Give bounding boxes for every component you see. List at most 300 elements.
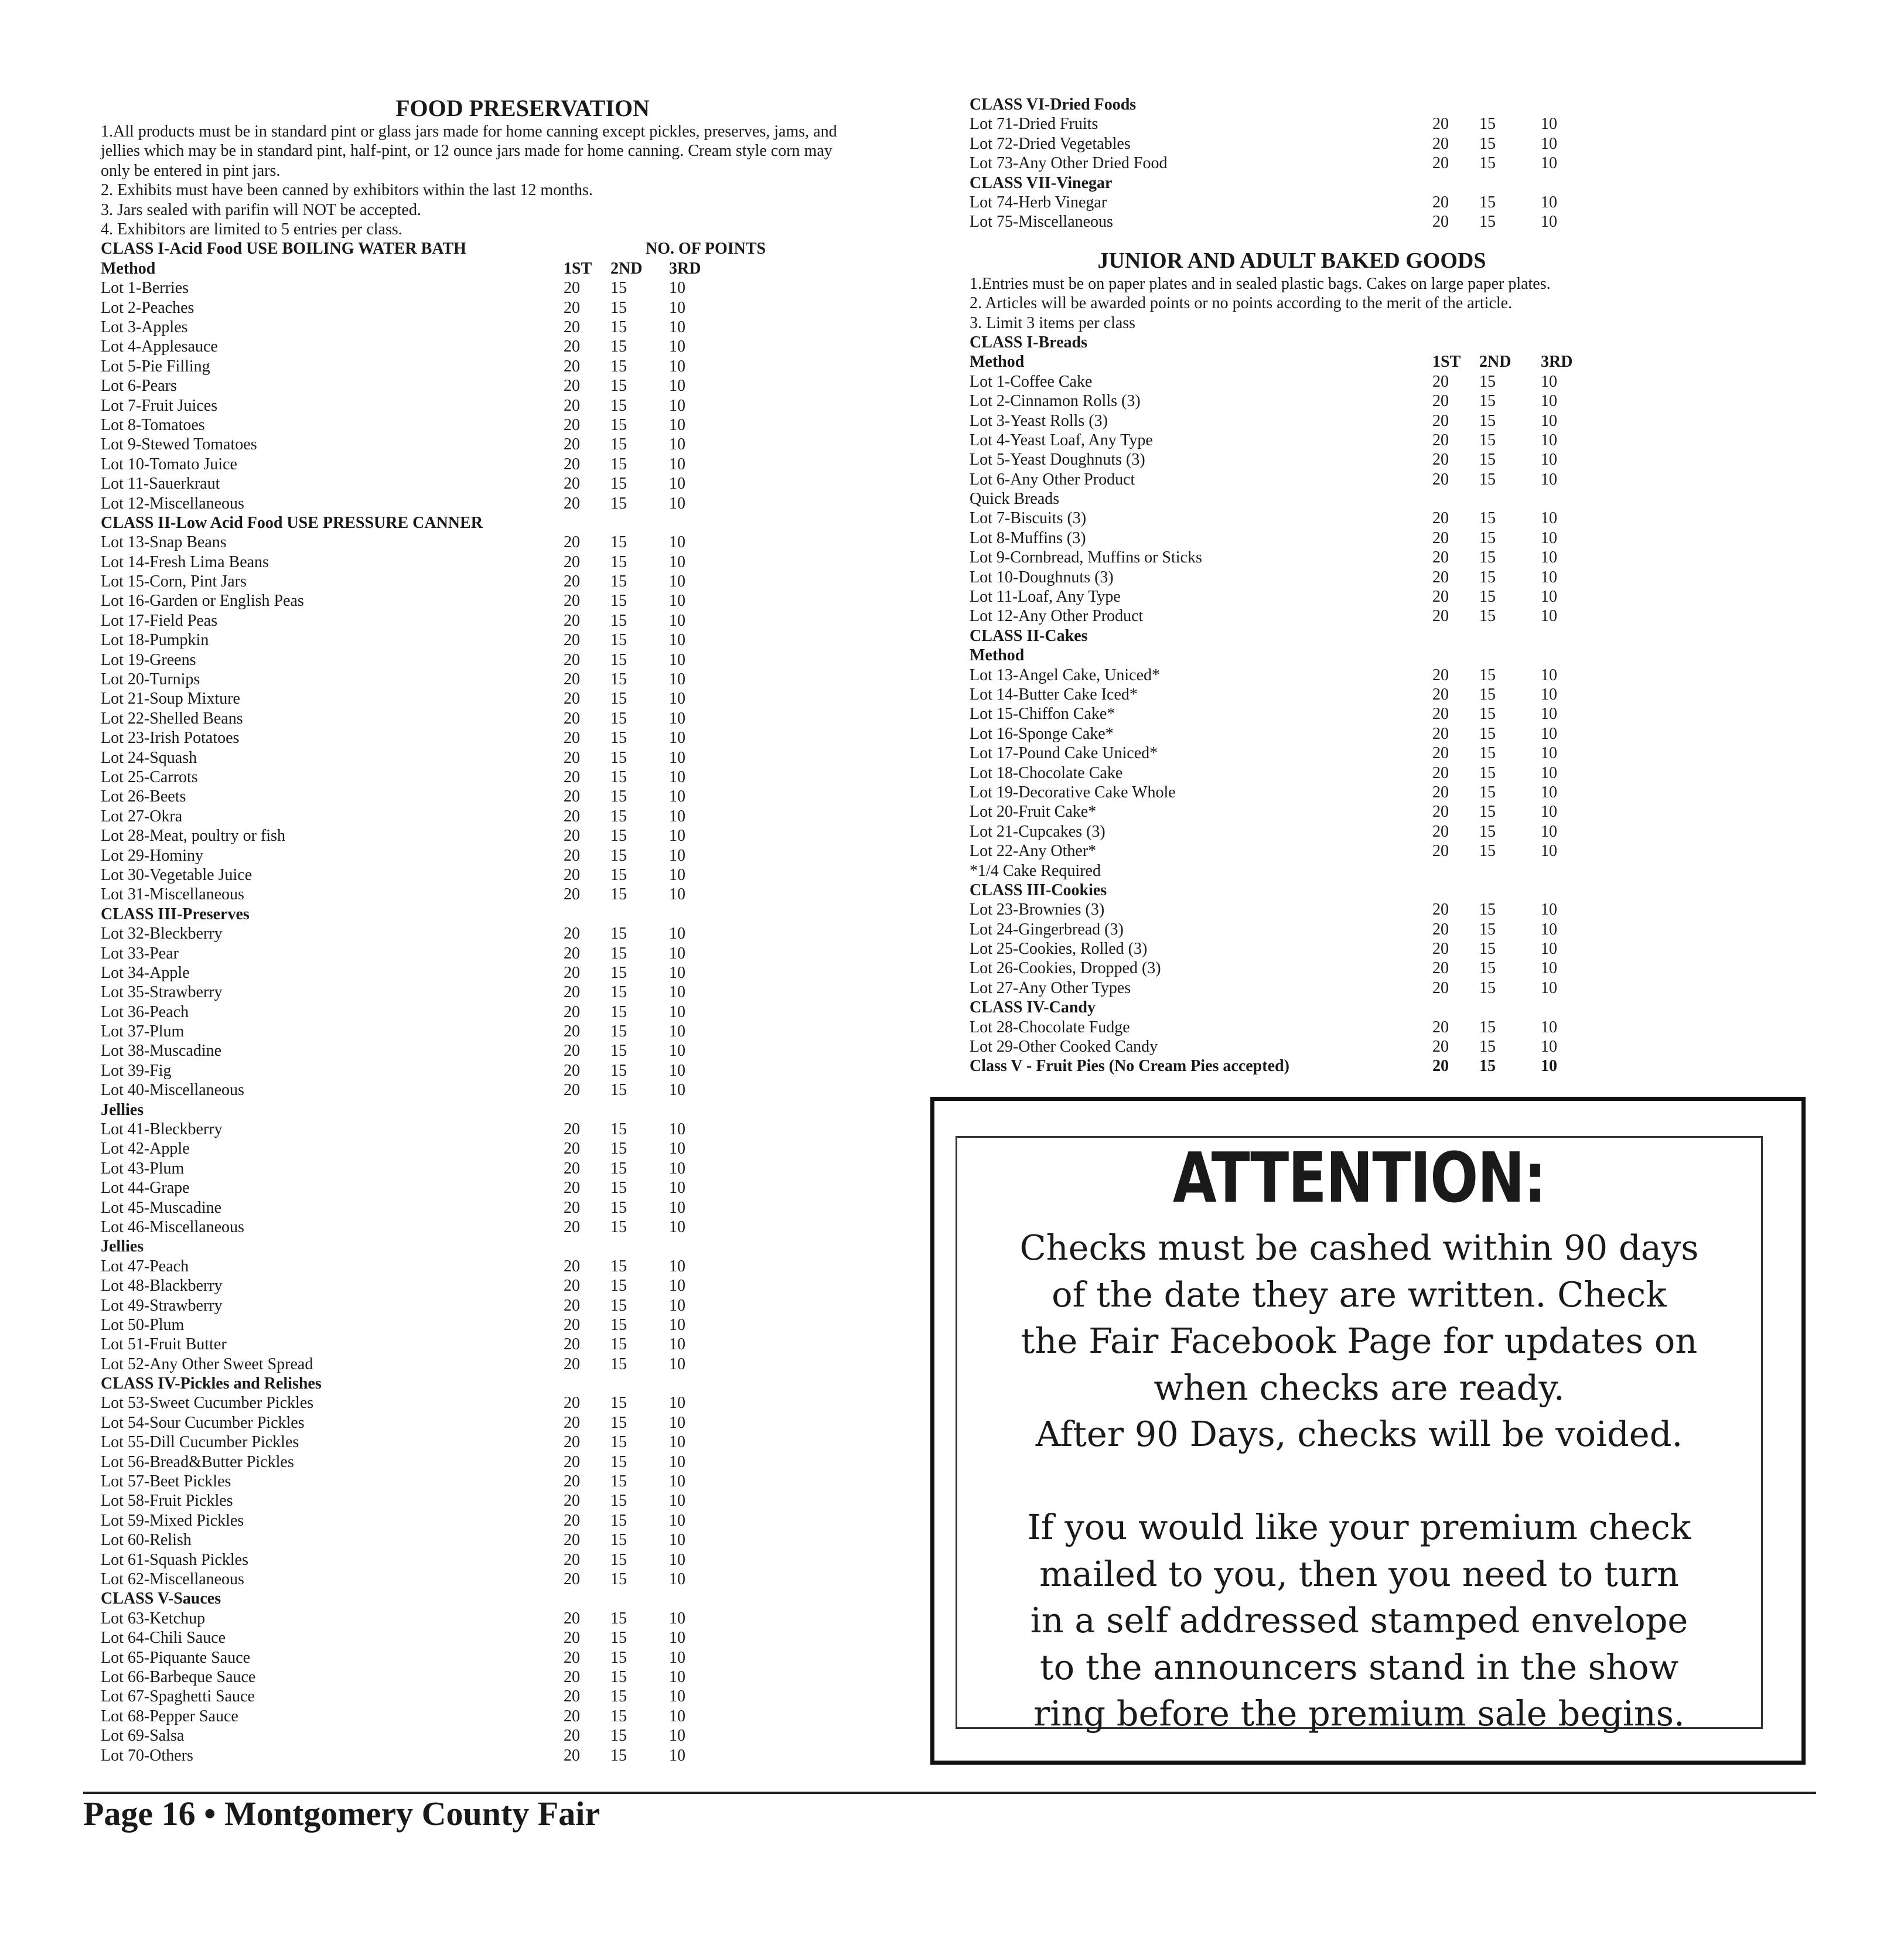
- lot-row: [101, 885, 921, 904]
- lot-row: [101, 572, 921, 591]
- lot-row: [970, 154, 1614, 173]
- second-place-points: 15: [1479, 744, 1496, 763]
- first-place-points: 20: [564, 1257, 580, 1275]
- attention-line: of the date they are written. Check: [1052, 1274, 1667, 1315]
- first-place-points: 20: [1432, 411, 1449, 430]
- lot-row: [101, 455, 921, 474]
- lot-row: [101, 630, 921, 650]
- second-place-points: 15: [610, 1433, 627, 1452]
- lot-name: Lot 29-Hominy: [101, 846, 203, 865]
- lot-name: Lot 55-Dill Cucumber Pickles: [101, 1433, 299, 1452]
- lot-name: Lot 65-Piquante Sauce: [101, 1648, 251, 1667]
- lot-name: Lot 36-Peach: [101, 1002, 189, 1021]
- rule-line: jellies which may be in standard pint, half-pint, or 12 ounce jars made for home canning. Cream style corn may: [101, 142, 832, 161]
- lot-row: [101, 944, 921, 963]
- second-place-points: 15: [1479, 451, 1496, 469]
- lot-row: [101, 1667, 921, 1687]
- second-place-points: 15: [610, 611, 627, 630]
- lot-name: Lot 24-Squash: [101, 748, 197, 767]
- first-place-points: 20: [1432, 1038, 1449, 1056]
- first-place-points: 20: [564, 1277, 580, 1295]
- second-place-points: 15: [610, 1629, 627, 1648]
- third-place-points: 10: [1541, 1038, 1557, 1056]
- lot-name: Lot 72-Dried Vegetables: [970, 134, 1131, 153]
- first-place-points: 20: [1432, 705, 1449, 724]
- lot-row: [970, 450, 1614, 469]
- lot-row: [101, 865, 921, 885]
- second-place-points: 15: [610, 846, 627, 865]
- second-place-points: 15: [610, 1140, 627, 1158]
- third-place-points: 10: [1541, 744, 1557, 763]
- lot-name: Lot 12-Miscellaneous: [101, 494, 244, 513]
- lot-name: Lot 11-Sauerkraut: [101, 475, 220, 493]
- first-place-points: 20: [564, 1296, 580, 1315]
- second-place-points: 15: [610, 279, 627, 298]
- third-place-points: 10: [669, 1335, 685, 1354]
- lot-name: Lot 37-Plum: [101, 1022, 185, 1041]
- lot-name: Lot 11-Loaf, Any Type: [970, 588, 1121, 606]
- lot-row: [101, 1452, 921, 1472]
- lot-name: Lot 18-Pumpkin: [101, 631, 209, 650]
- second-place-points: 15: [610, 1061, 627, 1080]
- lot-name: Lot 9-Cornbread, Muffins or Sticks: [970, 548, 1202, 567]
- lot-row: [101, 924, 921, 943]
- first-place-points: 20: [564, 690, 580, 708]
- lot-name: Lot 2-Cinnamon Rolls (3): [970, 392, 1141, 411]
- second-place-points: 15: [1479, 193, 1496, 212]
- lot-row: [970, 1037, 1614, 1056]
- second-place-points: 15: [610, 1667, 627, 1686]
- third-place-points: 10: [669, 768, 685, 786]
- lot-name: Lot 6-Pears: [101, 377, 177, 395]
- second-place-points: 15: [610, 865, 627, 884]
- lot-row: [970, 802, 1614, 821]
- lot-name: Lot 53-Sweet Cucumber Pickles: [101, 1394, 314, 1413]
- third-place-points: 10: [669, 807, 685, 826]
- lot-row: [101, 1120, 921, 1139]
- first-place-points: 20: [1432, 842, 1449, 861]
- second-place-points: 15: [610, 983, 627, 1002]
- first-place-points: 20: [564, 631, 580, 650]
- second-place-points: 15: [610, 709, 627, 728]
- second-place-points: 15: [1479, 607, 1496, 626]
- third-place-points: 10: [669, 650, 685, 669]
- third-place-points: 10: [669, 1120, 685, 1139]
- lot-name: Lot 5-Yeast Doughnuts (3): [970, 451, 1145, 469]
- class-heading-row: [101, 513, 921, 533]
- third-place-points: 10: [1541, 392, 1557, 411]
- second-place-points: 15: [1479, 666, 1496, 684]
- attention-paragraph-mail: [957, 1504, 1761, 1737]
- lot-name: Lot 1-Berries: [101, 279, 189, 298]
- third-place-points: 10: [669, 885, 685, 904]
- second-place-points: 15: [610, 1355, 627, 1373]
- third-place-points: 10: [1541, 431, 1557, 449]
- third-place-points: 10: [669, 1061, 685, 1080]
- lot-row: [101, 1159, 921, 1178]
- first-place-points: 20: [1432, 154, 1449, 173]
- second-place-points: 2ND: [1479, 353, 1511, 371]
- second-place-points: 15: [1479, 705, 1496, 724]
- third-place-points: 10: [669, 572, 685, 591]
- class-heading-row: [101, 259, 921, 278]
- lot-name: Lot 34-Apple: [101, 963, 190, 982]
- rule-line: 4. Exhibitors are limited to 5 entries per class.: [101, 220, 402, 239]
- first-place-points: 1ST: [564, 259, 592, 278]
- class-heading-row: [970, 173, 1614, 193]
- lot-name: Lot 23-Brownies (3): [970, 901, 1105, 919]
- lot-name: Lot 4-Yeast Loaf, Any Type: [970, 431, 1153, 449]
- third-place-points: 10: [669, 827, 685, 845]
- lot-name: Lot 49-Strawberry: [101, 1296, 223, 1315]
- lot-row: [101, 1198, 921, 1217]
- second-place-points: 15: [610, 1159, 627, 1178]
- third-place-points: 10: [1541, 705, 1557, 724]
- third-place-points: 10: [669, 455, 685, 473]
- lot-row: [101, 396, 921, 415]
- lot-name: Lot 24-Gingerbread (3): [970, 920, 1124, 939]
- class-heading-row: [970, 95, 1614, 114]
- class-heading-row: [101, 1374, 921, 1393]
- lot-row: [101, 728, 921, 748]
- attention-line: ring before the premium sale begins.: [1033, 1693, 1685, 1734]
- first-place-points: 20: [564, 865, 580, 884]
- third-place-points: 10: [669, 1159, 685, 1178]
- second-place-points: 15: [610, 298, 627, 317]
- third-place-points: 10: [669, 1570, 685, 1588]
- third-place-points: 10: [669, 925, 685, 943]
- second-place-points: 15: [1479, 431, 1496, 449]
- first-place-points: 20: [564, 885, 580, 904]
- first-place-points: 20: [1432, 451, 1449, 469]
- third-place-points: 10: [1541, 607, 1557, 626]
- second-place-points: 15: [610, 1492, 627, 1510]
- first-place-points: 20: [564, 1531, 580, 1550]
- first-place-points: 20: [1432, 193, 1449, 212]
- class-heading-row: [970, 1056, 1614, 1076]
- lot-row: [101, 1491, 921, 1510]
- rule-line: only be entered in pint jars.: [101, 161, 281, 180]
- second-place-points: 15: [1479, 978, 1496, 997]
- third-place-points: 10: [669, 279, 685, 298]
- third-place-points: 10: [669, 377, 685, 395]
- dried-foods-vinegar-list: [970, 95, 1614, 232]
- first-place-points: 20: [564, 318, 580, 336]
- first-place-points: 20: [1432, 392, 1449, 411]
- third-place-points: 10: [669, 1531, 685, 1550]
- lot-name: Lot 74-Herb Vinegar: [970, 193, 1107, 212]
- first-place-points: 20: [564, 572, 580, 591]
- class-heading-row: [101, 1589, 921, 1608]
- second-place-points: 15: [1479, 134, 1496, 153]
- first-place-points: 20: [1432, 959, 1449, 978]
- lot-row: [101, 337, 921, 356]
- first-place-points: 20: [564, 1413, 580, 1432]
- third-place-points: 10: [669, 1002, 685, 1021]
- third-place-points: 10: [669, 1472, 685, 1491]
- baked-goods-title: JUNIOR AND ADULT BAKED GOODS: [1097, 248, 1486, 273]
- third-place-points: 10: [1541, 411, 1557, 430]
- third-place-points: 10: [1541, 509, 1557, 528]
- third-place-points: 10: [669, 357, 685, 376]
- third-place-points: 10: [669, 690, 685, 708]
- lot-row: [970, 134, 1614, 154]
- first-place-points: 20: [564, 1648, 580, 1667]
- third-place-points: 10: [669, 1413, 685, 1432]
- second-place-points: 15: [1479, 213, 1496, 231]
- second-place-points: 15: [1479, 822, 1496, 841]
- class-heading: Method: [970, 646, 1025, 665]
- third-place-points: 10: [669, 787, 685, 806]
- second-place-points: 15: [610, 377, 627, 395]
- second-place-points: 15: [610, 1081, 627, 1100]
- second-place-points: 15: [610, 1179, 627, 1198]
- second-place-points: 15: [610, 1452, 627, 1471]
- second-place-points: 15: [610, 1296, 627, 1315]
- lot-row: [970, 822, 1614, 841]
- lot-name: Lot 71-Dried Fruits: [970, 115, 1098, 134]
- second-place-points: 15: [610, 1257, 627, 1275]
- lot-row: [101, 1139, 921, 1158]
- second-place-points: 15: [1479, 920, 1496, 939]
- third-place-points: 10: [1541, 822, 1557, 841]
- first-place-points: 20: [1432, 213, 1449, 231]
- third-place-points: 10: [1541, 154, 1557, 173]
- lot-row: [101, 494, 921, 513]
- lot-row: [970, 900, 1614, 919]
- second-place-points: 15: [610, 650, 627, 669]
- third-place-points: 10: [1541, 959, 1557, 978]
- first-place-points: 20: [564, 944, 580, 963]
- lot-name: Lot 7-Fruit Juices: [101, 396, 218, 415]
- class-heading: CLASS IV-Candy: [970, 998, 1096, 1017]
- first-place-points: 20: [564, 1159, 580, 1178]
- first-place-points: 20: [1432, 978, 1449, 997]
- food-preservation-title: FOOD PRESERVATION: [395, 95, 650, 121]
- third-place-points: 10: [669, 1394, 685, 1413]
- lot-row: [101, 1022, 921, 1041]
- lot-name: Lot 17-Pound Cake Uniced*: [970, 744, 1158, 763]
- lot-row: [101, 533, 921, 552]
- first-place-points: 20: [1432, 548, 1449, 567]
- first-place-points: 20: [564, 435, 580, 454]
- lot-name: Lot 60-Relish: [101, 1531, 192, 1550]
- first-place-points: 20: [564, 1629, 580, 1648]
- second-place-points: 15: [610, 729, 627, 748]
- first-place-points: 20: [564, 1492, 580, 1510]
- lot-row: [970, 685, 1614, 704]
- second-place-points: 15: [610, 1570, 627, 1588]
- lot-row: [101, 1276, 921, 1295]
- second-place-points: 15: [610, 552, 627, 571]
- lot-name: Lot 9-Stewed Tomatoes: [101, 435, 257, 454]
- second-place-points: 15: [610, 1217, 627, 1236]
- second-place-points: 15: [610, 1002, 627, 1021]
- first-place-points: 20: [564, 279, 580, 298]
- lot-row: [970, 568, 1614, 587]
- lot-name: Lot 22-Any Other*: [970, 842, 1097, 861]
- first-place-points: 20: [564, 298, 580, 317]
- third-place-points: 10: [1541, 666, 1557, 684]
- lot-row: [101, 435, 921, 454]
- class-heading-row: [970, 352, 1614, 371]
- third-place-points: 10: [669, 1081, 685, 1100]
- first-place-points: 1ST: [1432, 353, 1461, 371]
- second-place-points: 15: [610, 925, 627, 943]
- lot-name: Lot 8-Muffins (3): [970, 528, 1086, 547]
- lot-row: [101, 415, 921, 435]
- third-place-points: 10: [1541, 548, 1557, 567]
- lot-row: [101, 650, 921, 670]
- attention-box: [930, 1097, 1806, 1765]
- lot-name: Lot 15-Chiffon Cake*: [970, 705, 1115, 724]
- lot-row: [101, 1041, 921, 1060]
- lot-row: [970, 666, 1614, 685]
- first-place-points: 20: [564, 1667, 580, 1686]
- first-place-points: 20: [564, 1081, 580, 1100]
- lot-name: Lot 20-Fruit Cake*: [970, 803, 1097, 821]
- third-place-points: 10: [669, 415, 685, 434]
- second-place-points: 15: [1479, 959, 1496, 978]
- third-place-points: 10: [669, 1648, 685, 1667]
- first-place-points: 20: [1432, 763, 1449, 782]
- lot-name: Lot 54-Sour Cucumber Pickles: [101, 1413, 305, 1432]
- lot-row: [101, 1178, 921, 1198]
- second-place-points: 15: [1479, 803, 1496, 821]
- first-place-points: 20: [564, 925, 580, 943]
- first-place-points: 20: [564, 768, 580, 786]
- second-place-points: 15: [610, 455, 627, 473]
- first-place-points: 20: [564, 1061, 580, 1080]
- lot-row: [101, 1648, 921, 1667]
- lot-name: Lot 26-Cookies, Dropped (3): [970, 959, 1161, 978]
- third-place-points: 10: [669, 1727, 685, 1745]
- lot-row: [101, 1511, 921, 1530]
- third-place-points: 10: [1541, 134, 1557, 153]
- attention-line: If you would like your premium check: [1027, 1507, 1691, 1547]
- lot-row: [101, 1296, 921, 1315]
- attention-line: mailed to you, then you need to turn: [1039, 1553, 1679, 1594]
- second-place-points: 15: [1479, 763, 1496, 782]
- lot-row: [970, 861, 1614, 881]
- first-place-points: 20: [1432, 666, 1449, 684]
- first-place-points: 20: [1432, 588, 1449, 606]
- first-place-points: 20: [1432, 901, 1449, 919]
- class-heading-row: [101, 239, 921, 258]
- lot-name: Lot 10-Tomato Juice: [101, 455, 237, 473]
- first-place-points: 20: [564, 1707, 580, 1725]
- lot-row: [970, 939, 1614, 959]
- third-place-points: 10: [669, 318, 685, 336]
- third-place-points: 10: [1541, 372, 1557, 391]
- second-place-points: 15: [610, 1746, 627, 1765]
- lot-row: [101, 1257, 921, 1276]
- lot-name: Lot 56-Bread&Butter Pickles: [101, 1452, 294, 1471]
- first-place-points: 20: [564, 396, 580, 415]
- second-place-points: 15: [1479, 115, 1496, 134]
- lot-row: [101, 1393, 921, 1413]
- third-place-points: 10: [669, 1609, 685, 1628]
- class-heading: CLASS III-Cookies: [970, 881, 1107, 899]
- lot-name: Lot 18-Chocolate Cake: [970, 763, 1123, 782]
- third-place-points: 10: [669, 944, 685, 963]
- second-place-points: 15: [610, 1727, 627, 1745]
- lot-row: [970, 470, 1614, 489]
- lot-row: [970, 920, 1614, 939]
- lot-name: Lot 35-Strawberry: [101, 983, 223, 1002]
- second-place-points: 15: [610, 1609, 627, 1628]
- second-place-points: 15: [1479, 1018, 1496, 1036]
- third-place-points: 10: [669, 1492, 685, 1510]
- lot-row: [101, 963, 921, 983]
- first-place-points: 20: [564, 827, 580, 845]
- first-place-points: 20: [1432, 803, 1449, 821]
- first-place-points: 20: [1432, 115, 1449, 134]
- lot-name: Lot 45-Muscadine: [101, 1198, 222, 1217]
- first-place-points: 20: [1432, 1057, 1449, 1076]
- first-place-points: 20: [564, 1394, 580, 1413]
- lot-name: Lot 28-Meat, poultry or fish: [101, 827, 285, 845]
- lot-name: Lot 6-Any Other Product: [970, 470, 1135, 489]
- attention-inner-frame: [956, 1136, 1763, 1734]
- class-heading: CLASS V-Sauces: [101, 1590, 221, 1608]
- first-place-points: 20: [564, 1355, 580, 1373]
- lot-row: [101, 689, 921, 708]
- lot-name: Lot 25-Cookies, Rolled (3): [970, 940, 1148, 959]
- lot-row: [101, 670, 921, 689]
- lot-row: [101, 298, 921, 318]
- rule-line: 2. Exhibits must have been canned by exhibitors within the last 12 months.: [101, 181, 593, 200]
- lot-name: Lot 61-Squash Pickles: [101, 1550, 248, 1569]
- attention-line: the Fair Facebook Page for updates on: [1021, 1321, 1698, 1361]
- lot-row: [101, 1002, 921, 1022]
- lot-row: [101, 474, 921, 493]
- first-place-points: 20: [564, 1315, 580, 1334]
- rule-line: 1.All products must be in standard pint or glass jars made for home canning except pickles, preserves, jams, and: [101, 122, 837, 141]
- second-place-points: 15: [1479, 548, 1496, 567]
- first-place-points: 20: [1432, 431, 1449, 449]
- second-place-points: 15: [1479, 372, 1496, 391]
- second-place-points: 15: [610, 1687, 627, 1706]
- lot-name: Lot 14-Fresh Lima Beans: [101, 552, 269, 571]
- first-place-points: 20: [564, 1022, 580, 1041]
- second-place-points: 15: [610, 1042, 627, 1060]
- lot-row: [101, 318, 921, 337]
- lot-name: Lot 16-Garden or English Peas: [101, 592, 304, 610]
- lot-name: Lot 39-Fig: [101, 1061, 172, 1080]
- lot-name: Lot 2-Peaches: [101, 298, 195, 317]
- lot-name: Lot 44-Grape: [101, 1179, 190, 1198]
- lot-row: [101, 1628, 921, 1648]
- lot-name: Lot 68-Pepper Sauce: [101, 1707, 238, 1725]
- lot-name: Lot 27-Any Other Types: [970, 978, 1131, 997]
- third-place-points: 10: [1541, 213, 1557, 231]
- lot-row: [970, 743, 1614, 763]
- first-place-points: 20: [564, 592, 580, 610]
- lot-row: [101, 826, 921, 845]
- class-heading: CLASS III-Preserves: [101, 905, 250, 923]
- lot-name: Lot 10-Doughnuts (3): [970, 568, 1114, 586]
- third-place-points: 10: [669, 552, 685, 571]
- lot-row: [101, 611, 921, 630]
- lot-name: Lot 46-Miscellaneous: [101, 1217, 244, 1236]
- lot-name: Lot 25-Carrots: [101, 768, 198, 786]
- third-place-points: 10: [669, 631, 685, 650]
- class-heading: CLASS IV-Pickles and Relishes: [101, 1374, 322, 1393]
- first-place-points: 20: [1432, 134, 1449, 153]
- first-place-points: 20: [564, 357, 580, 376]
- third-place-points: 3RD: [1541, 353, 1573, 371]
